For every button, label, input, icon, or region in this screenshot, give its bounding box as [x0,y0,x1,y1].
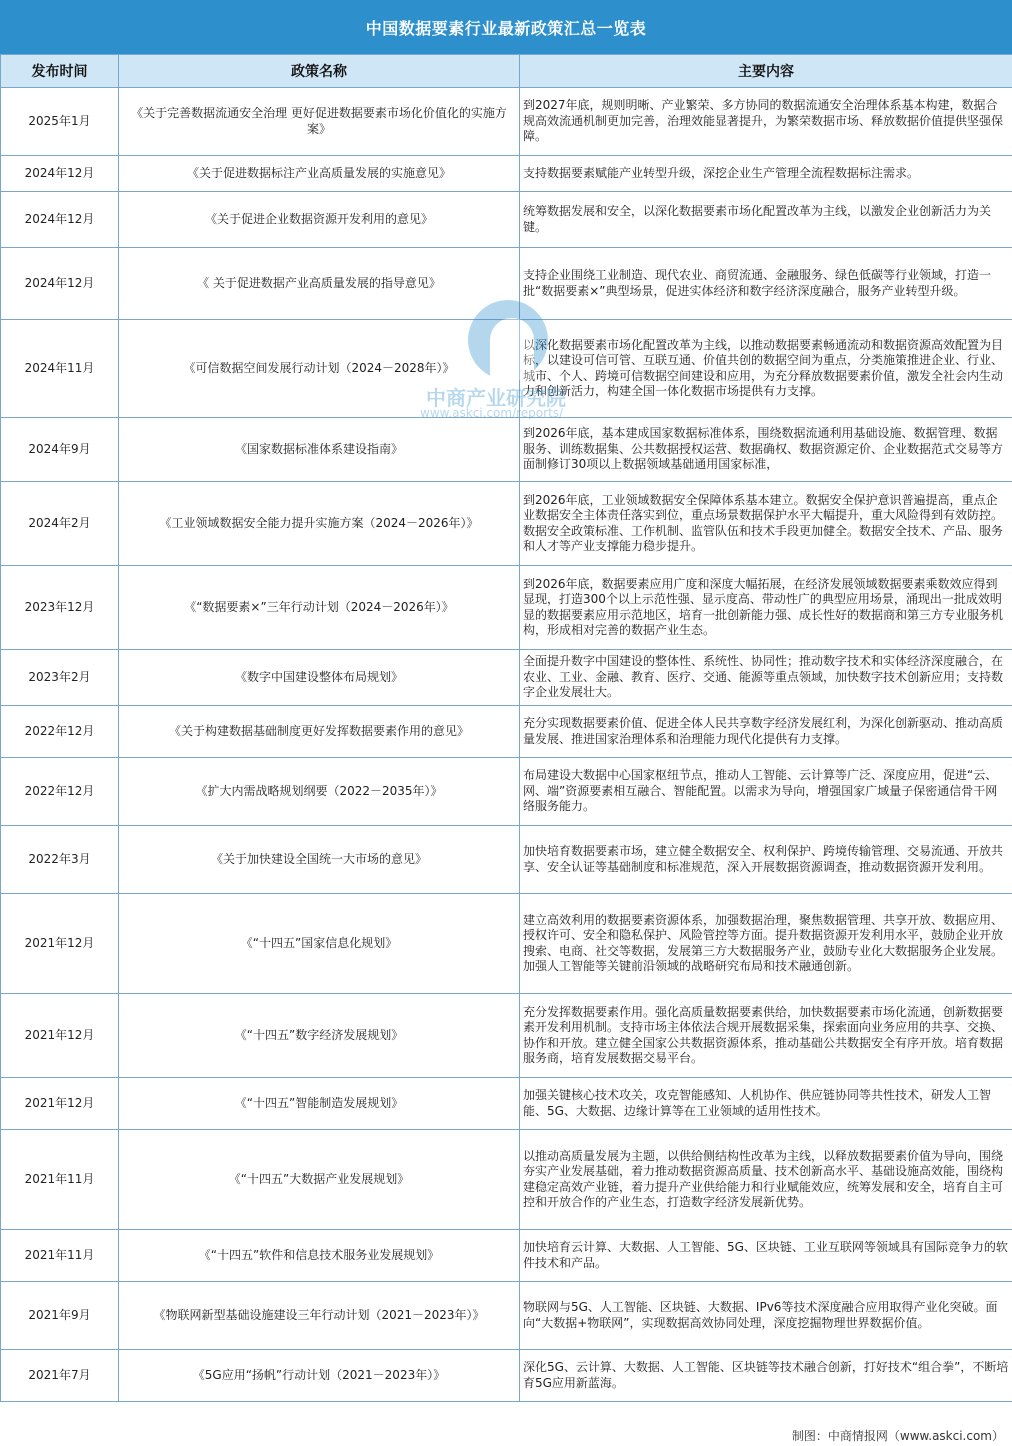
table-row [1,156,1012,192]
cell-policy-name: 《关于促进企业数据资源开发利用的意见》 [119,192,520,248]
table-row [1,418,1012,482]
cell-policy-name: 《可信数据空间发展行动计划（2024－2028年）》 [119,320,520,418]
table-row [1,1282,1012,1350]
watermark-url: www.askci.com/reports/ [420,406,564,420]
cell-date: 2021年9月 [1,1282,119,1350]
table-body [1,88,1012,1402]
cell-main-content: 物联网与5G、人工智能、区块链、大数据、IPv6等技术深度融合应用取得产业化突破。面向“大数据+物联网”，实现数据高效协同处理，深度挖掘物理世界数据价值。 [520,1282,1012,1350]
cell-policy-name: 《“十四五”国家信息化规划》 [119,894,520,994]
table-row [1,248,1012,320]
table-row [1,320,1012,418]
cell-main-content: 以推动高质量发展为主题，以供给侧结构性改革为主线，以释放数据要素价值为导向，围绕夯实产业发展基础，着力推动数据资源高质量、技术创新高水平、基础设施高效能，围绕构建稳定高效产业链，着力提升产业供给能力和行业赋能效应，统筹发展和安全，培育自主可控和开放合作的产业生态，打造数字经济发展新优势。 [520,1130,1012,1230]
cell-main-content: 充分实现数据要素价值、促进全体人民共享数字经济发展红利，为深化创新驱动、推动高质量发展、推进国家治理体系和治理能力现代化提供有力支撑。 [520,706,1012,758]
cell-policy-name: 《国家数据标准体系建设指南》 [119,418,520,482]
cell-policy-name: 《5G应用“扬帆”行动计划（2021－2023年）》 [119,1350,520,1402]
table-title: 中国数据要素行业最新政策汇总一览表 [0,0,1012,54]
cell-date: 2024年11月 [1,320,119,418]
cell-main-content: 深化5G、云计算、大数据、人工智能、区块链等技术融合创新，打好技术“组合拳”，不断培育5G应用新蓝海。 [520,1350,1012,1402]
header-date: 发布时间 [1,55,119,88]
cell-main-content: 到2026年底，工业领域数据安全保障体系基本建立。数据安全保护意识普遍提高，重点企业数据安全主体责任落实到位，重点场景数据保护水平大幅提升，重大风险得到有效防控。数据安全政策标准、工作机制、监管队伍和技术手段更加健全。数据安全技术、产品、服务和人才等产业支撑能力稳步提升。 [520,482,1012,566]
table-row [1,994,1012,1078]
cell-policy-name: 《关于加快建设全国统一大市场的意见》 [119,826,520,894]
header-content: 主要内容 [520,55,1012,88]
cell-policy-name: 《数字中国建设整体布局规划》 [119,650,520,706]
cell-policy-name: 《关于促进数据标注产业高质量发展的实施意见》 [119,156,520,192]
cell-main-content: 以深化数据要素市场化配置改革为主线，以推动数据要素畅通流动和数据资源高效配置为目标，以建设可信可管、互联互通、价值共创的数据空间为重点，分类施策推进企业、行业、城市、个人、跨境可信数据空间建设和应用，为充分释放数据要素价值，激发全社会内生动力和创新活力，构建全国一体化数据市场提供有力支撑。 [520,320,1012,418]
cell-policy-name: 《“十四五”软件和信息技术服务业发展规划》 [119,1230,520,1282]
cell-policy-name: 《关于完善数据流通安全治理 更好促进数据要素市场化价值化的实施方案》 [119,88,520,156]
cell-policy-name: 《物联网新型基础设施建设三年行动计划（2021－2023年）》 [119,1282,520,1350]
cell-date: 2024年12月 [1,156,119,192]
header-name: 政策名称 [119,55,520,88]
cell-main-content: 到2026年底，数据要素应用广度和深度大幅拓展，在经济发展领域数据要素乘数效应得到显现，打造300个以上示范性强、显示度高、带动性广的典型应用场景，涌现出一批成效明显的数据要素应用示范地区，培育一批创新能力强、成长性好的数据商和第三方专业服务机构，形成相对完善的数据产业生态。 [520,566,1012,650]
cell-policy-name: 《“数据要素×”三年行动计划（2024－2026年）》 [119,566,520,650]
table-row [1,1350,1012,1402]
cell-main-content: 充分发挥数据要素作用。强化高质量数据要素供给，加快数据要素市场化流通，创新数据要素开发利用机制。支持市场主体依法合规开展数据采集，探索面向业务应用的共享、交换、协作和开放。建立健全国家公共数据资源体系，推动基础公共数据安全有序开放。培育数据服务商，培育发展数据交易平台。 [520,994,1012,1078]
cell-date: 2021年11月 [1,1230,119,1282]
table-row [1,650,1012,706]
table-row [1,894,1012,994]
cell-date: 2024年2月 [1,482,119,566]
cell-date: 2025年1月 [1,88,119,156]
cell-main-content: 统筹数据发展和安全，以深化数据要素市场化配置改革为主线，以激发企业创新活力为关键。 [520,192,1012,248]
cell-date: 2023年2月 [1,650,119,706]
cell-main-content: 加快培育数据要素市场，建立健全数据安全、权利保护、跨境传输管理、交易流通、开放共享、安全认证等基础制度和标准规范，深入开展数据资源调查，推动数据资源开发利用。 [520,826,1012,894]
cell-policy-name: 《 关于促进数据产业高质量发展的指导意见》 [119,248,520,320]
table-row [1,826,1012,894]
cell-date: 2024年12月 [1,248,119,320]
table-row [1,758,1012,826]
cell-date: 2021年12月 [1,994,119,1078]
cell-main-content: 建立高效利用的数据要素资源体系，加强数据治理，聚焦数据管理、共享开放、数据应用、授权许可、安全和隐私保护、风险管控等方面。提升数据资源开发利用水平，鼓励企业开放搜索、电商、社交等数据，发展第三方大数据服务产业，鼓励专业化大数据服务企业发展。加强人工智能等关键前沿领域的战略研究布局和技术融通创新。 [520,894,1012,994]
cell-main-content: 到2027年底，规则明晰、产业繁荣、多方协同的数据流通安全治理体系基本构建，数据合规高效流通机制更加完善，治理效能显著提升，为繁荣数据市场、释放数据价值提供坚强保障。 [520,88,1012,156]
cell-policy-name: 《工业领域数据安全能力提升实施方案（2024－2026年）》 [119,482,520,566]
cell-date: 2021年12月 [1,894,119,994]
cell-policy-name: 《扩大内需战略规划纲要（2022－2035年）》 [119,758,520,826]
cell-main-content: 加快培育云计算、大数据、人工智能、5G、区块链、工业互联网等领域具有国际竞争力的软件技术和产品。 [520,1230,1012,1282]
table-row [1,1230,1012,1282]
cell-date: 2021年12月 [1,1078,119,1130]
table-row [1,1130,1012,1230]
policy-table [0,54,1012,1402]
watermark-name: 中商产业研究院 [426,386,566,410]
cell-date: 2022年12月 [1,758,119,826]
cell-main-content: 全面提升数字中国建设的整体性、系统性、协同性；推动数字技术和实体经济深度融合，在农业、工业、金融、教育、医疗、交通、能源等重点领域，加快数字技术创新应用；支持数字企业发展壮大。 [520,650,1012,706]
cell-policy-name: 《关于构建数据基础制度更好发挥数据要素作用的意见》 [119,706,520,758]
table-row [1,1078,1012,1130]
table-row [1,192,1012,248]
cell-date: 2024年9月 [1,418,119,482]
table-row [1,482,1012,566]
source-credit: 制图：中商情报网（www.askci.com） [791,1429,1004,1443]
cell-date: 2024年12月 [1,192,119,248]
cell-main-content: 支持数据要素赋能产业转型升级，深挖企业生产管理全流程数据标注需求。 [520,156,1012,192]
cell-main-content: 支持企业围绕工业制造、现代农业、商贸流通、金融服务、绿色低碳等行业领域，打造一批“数据要素×”典型场景，促进实体经济和数字经济深度融合，服务产业转型升级。 [520,248,1012,320]
cell-date: 2023年12月 [1,566,119,650]
cell-date: 2021年11月 [1,1130,119,1230]
table-row [1,706,1012,758]
table-row [1,88,1012,156]
cell-policy-name: 《“十四五”智能制造发展规划》 [119,1078,520,1130]
cell-main-content: 加强关键核心技术攻关，攻克智能感知、人机协作、供应链协同等共性技术，研发人工智能、5G、大数据、边缘计算等在工业领域的适用性技术。 [520,1078,1012,1130]
cell-date: 2022年3月 [1,826,119,894]
cell-policy-name: 《“十四五”大数据产业发展规划》 [119,1130,520,1230]
cell-main-content: 布局建设大数据中心国家枢纽节点，推动人工智能、云计算等广泛、深度应用，促进“云、网、端”资源要素相互融合、智能配置。以需求为导向，增强国家广域量子保密通信骨干网络服务能力。 [520,758,1012,826]
cell-date: 2021年7月 [1,1350,119,1402]
cell-main-content: 到2026年底，基本建成国家数据标准体系，围绕数据流通利用基础设施、数据管理、数据服务、训练数据集、公共数据授权运营、数据确权、数据资源定价、企业数据范式交易等方面制修订30项以上数据领域基础通用国家标准， [520,418,1012,482]
cell-date: 2022年12月 [1,706,119,758]
table-row [1,566,1012,650]
header-row [1,55,1012,88]
cell-policy-name: 《“十四五”数字经济发展规划》 [119,994,520,1078]
